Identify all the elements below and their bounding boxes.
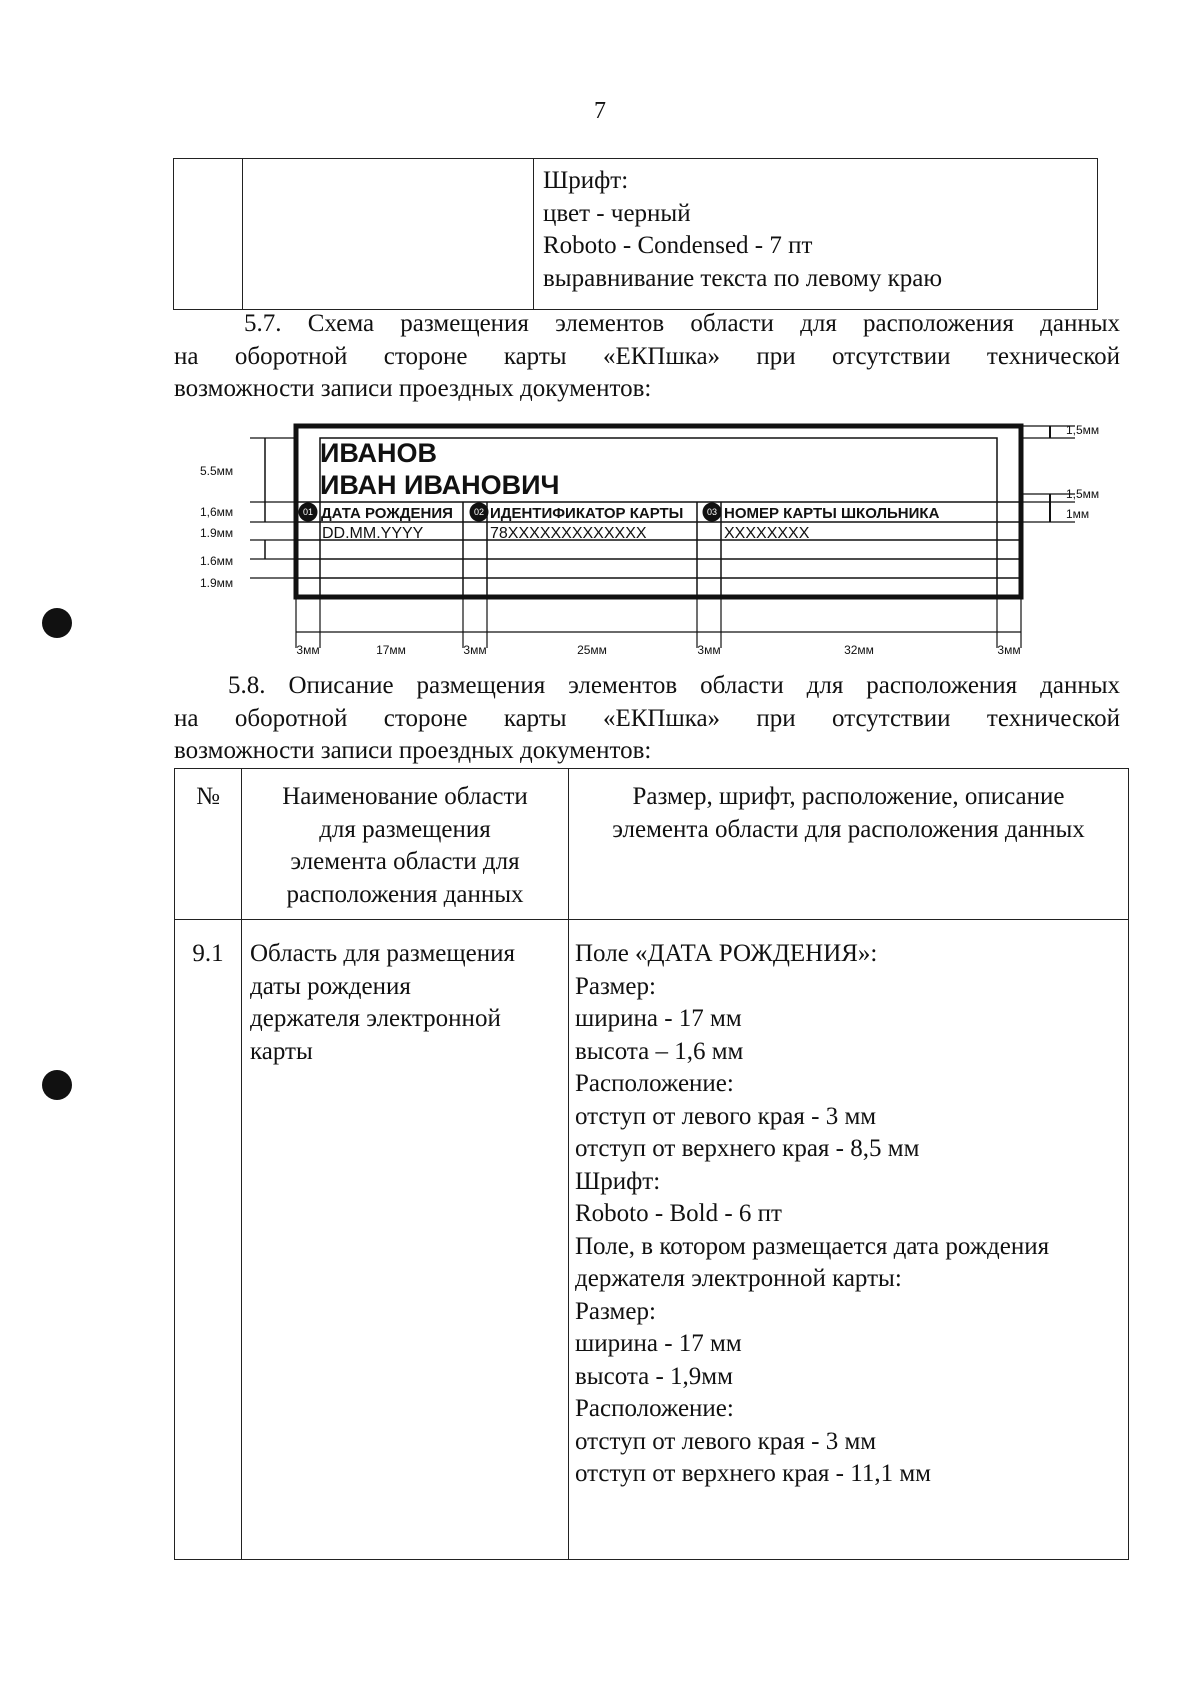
header-name xyxy=(242,769,569,920)
desc-line-16: отступ от левого края - 3 мм xyxy=(575,1427,877,1455)
dim-bottom-1: 3мм xyxy=(296,643,320,657)
layout-diagram xyxy=(0,0,1200,680)
dim-left-5: 1.9мм xyxy=(200,576,234,590)
section-5-7-line-1: 5.7. Схема размещения элементов области для расположения данных xyxy=(244,310,1120,337)
desc-line-11: держателя электронной карты: xyxy=(575,1265,902,1292)
row-name-line-2: даты рождения xyxy=(250,972,411,1000)
desc-line-17: отступ от верхнего края - 11,1 мм xyxy=(575,1460,931,1487)
dim-left-3: 1.9мм xyxy=(200,526,234,540)
badge-02: 02 xyxy=(473,507,485,517)
punch-hole-icon xyxy=(42,608,72,638)
row-desc xyxy=(569,920,1129,1560)
header-desc-line-1: Размер, шрифт, расположение, описание xyxy=(632,783,1065,810)
dim-bottom-2: 17мм xyxy=(376,643,406,657)
badge-03: 03 xyxy=(706,507,718,517)
dim-right-3: 1мм xyxy=(1066,507,1090,521)
font-color: цвет - черный xyxy=(543,199,691,227)
font-label: Шрифт: xyxy=(543,167,629,194)
header-name-line-1: Наименование области xyxy=(282,783,528,810)
dim-left-2: 1,6мм xyxy=(200,505,234,519)
card-name-patronymic: ИВАН ИВАНОВИЧ xyxy=(320,470,560,500)
desc-line-6: отступ от левого края - 3 мм xyxy=(575,1102,877,1130)
field-label-birthdate: ДАТА РОЖДЕНИЯ xyxy=(321,505,453,522)
dim-right-1: 1,5мм xyxy=(1066,423,1100,437)
desc-line-9: Roboto - Bold - 6 пт xyxy=(575,1200,782,1227)
desc-line-8: Шрифт: xyxy=(575,1167,661,1195)
dim-bottom-6: 32мм xyxy=(844,643,874,657)
desc-line-7: отступ от верхнего края - 8,5 мм xyxy=(575,1135,920,1162)
desc-line-5: Расположение: xyxy=(575,1070,734,1097)
desc-line-3: ширина - 17 мм xyxy=(575,1005,742,1032)
desc-line-14: высота - 1,9мм xyxy=(575,1362,733,1390)
desc-line-4: высота – 1,6 мм xyxy=(575,1037,744,1065)
header-desc-line-2: элемента области для расположения данных xyxy=(612,815,1085,843)
card-surname: ИВАНОВ xyxy=(320,438,438,468)
dim-bottom-4: 25мм xyxy=(577,643,607,657)
row-name xyxy=(242,920,569,1560)
header-name-line-3: элемента области для xyxy=(290,848,520,875)
punch-hole-icon xyxy=(42,1070,72,1100)
desc-line-2: Размер: xyxy=(575,972,656,1000)
section-5-8-line-2: на оборотной стороне карты «ЕКПшка» при отсутствии технической xyxy=(174,704,1120,732)
field-label-card-id: ИДЕНТИФИКАТОР КАРТЫ xyxy=(490,505,684,522)
dim-left-4: 1.6мм xyxy=(200,554,234,568)
dim-right-2: 1,5мм xyxy=(1066,487,1100,501)
dim-left-1: 5.5мм xyxy=(200,464,234,478)
dim-bottom-5: 3мм xyxy=(697,643,721,657)
header-name-line-4: расположения данных xyxy=(286,880,524,908)
field-label-school-card: НОМЕР КАРТЫ ШКОЛЬНИКА xyxy=(724,505,940,522)
row-name-line-3: держателя электронной xyxy=(250,1005,501,1032)
placement-description-table xyxy=(174,768,1129,1560)
dim-bottom-3: 3мм xyxy=(463,643,487,657)
badge-01: 01 xyxy=(302,507,314,517)
section-5-7-line-2: на оборотной стороне карты «ЕКПшка» при отсутствии технической xyxy=(174,342,1120,370)
header-desc xyxy=(569,769,1129,920)
section-5-8-paragraph xyxy=(174,670,1120,768)
desc-line-13: ширина - 17 мм xyxy=(575,1330,742,1357)
section-5-7-line-3: возможности записи проездных документов: xyxy=(174,375,652,402)
text-align: выравнивание текста по левому краю xyxy=(543,264,942,292)
section-5-8-line-1: 5.8. Описание размещения элементов области для расположения данных xyxy=(228,672,1120,699)
row-num: 9.1 xyxy=(175,920,242,1560)
desc-line-10: Поле, в котором размещается дата рождения xyxy=(575,1232,1050,1260)
page-number: 7 xyxy=(594,98,606,124)
desc-line-12: Размер: xyxy=(575,1297,656,1325)
row-name-line-1: Область для размещения xyxy=(250,940,515,967)
field-value-birthdate: DD.MM.YYYY xyxy=(322,525,424,542)
header-name-line-2: для размещения xyxy=(319,815,491,843)
field-value-card-id: 78XXXXXXXXXXXXX xyxy=(490,525,647,542)
row-name-line-4: карты xyxy=(250,1037,313,1065)
desc-line-1: Поле «ДАТА РОЖДЕНИЯ»: xyxy=(575,940,878,967)
font-name: Roboto - Condensed - 7 пт xyxy=(543,232,813,259)
field-value-school-card: XXXXXXXX xyxy=(724,525,810,542)
header-num: № xyxy=(175,769,242,920)
dim-bottom-7: 3мм xyxy=(997,643,1021,657)
section-5-8-line-3: возможности записи проездных документов: xyxy=(174,737,652,764)
desc-line-15: Расположение: xyxy=(575,1395,734,1422)
